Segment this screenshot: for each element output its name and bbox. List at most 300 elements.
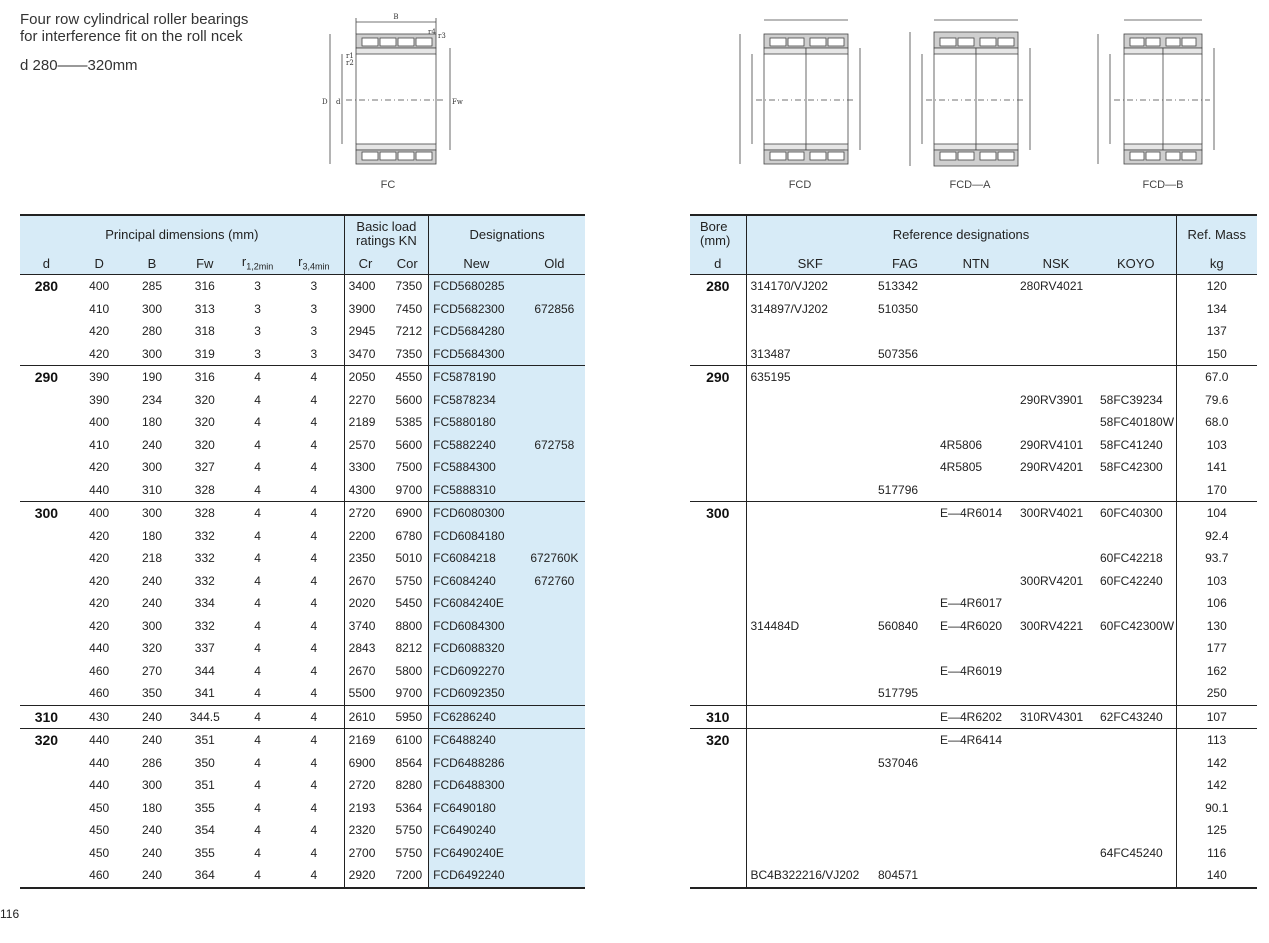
cell-fw: 354 — [194, 823, 215, 838]
cell-outer-d: 420 — [89, 618, 110, 633]
cell-koyo — [1096, 660, 1176, 683]
cell-old: 672760 — [524, 570, 585, 593]
cell-fw: 320 — [194, 392, 215, 407]
header-principal-dimensions: Principal dimensions (mm) — [20, 215, 344, 252]
table-row — [20, 298, 585, 321]
cell-cr: 2843 — [344, 637, 386, 660]
cell-kg: 79.6 — [1176, 389, 1257, 412]
cell-kg: 90.1 — [1176, 797, 1257, 820]
cell-fw: 318 — [194, 324, 215, 339]
cell-r34: 4 — [310, 618, 318, 633]
cell-new: FC5888310 — [429, 479, 524, 502]
header-r34: $r_{3,4min}$ — [284, 252, 344, 275]
cell-fw: 316 — [178, 275, 231, 298]
cell-outer-d: 400 — [73, 275, 126, 298]
cell-koyo: 58FC42300 — [1100, 460, 1163, 475]
cell-r12: 4 — [231, 366, 284, 389]
cell-nsk — [1016, 682, 1096, 705]
cell-bore-d — [690, 615, 746, 638]
cell-b: 240 — [141, 573, 162, 588]
cell-old — [524, 729, 585, 752]
cell-b: 300 — [141, 301, 162, 316]
cell-nsk — [1016, 547, 1096, 570]
cell-d — [20, 479, 73, 502]
cell-fag — [874, 842, 936, 865]
cell-kg: 137 — [1176, 320, 1257, 343]
cell-nsk — [1016, 660, 1096, 683]
cell-r34: 4 — [310, 663, 318, 678]
cell-bore-d: 280 — [690, 275, 746, 298]
header-ntn: NTN — [936, 252, 1016, 275]
cell-new: FCD5680285 — [429, 275, 524, 298]
cell-d — [20, 864, 73, 888]
cell-koyo: 62FC43240 — [1096, 705, 1176, 729]
cell-fw: 355 — [194, 845, 215, 860]
cell-kg: 130 — [1176, 615, 1257, 638]
diameter-range: d 280——320mm — [20, 57, 138, 74]
cell-kg: 250 — [1176, 682, 1257, 705]
cell-old — [524, 366, 585, 389]
cell-kg: 113 — [1176, 729, 1257, 752]
fc-mark-r4: r4 — [428, 28, 436, 36]
table-row — [20, 320, 585, 343]
cell-kg: 140 — [1176, 864, 1257, 888]
table-row — [690, 434, 1257, 457]
cell-cor: 5600 — [395, 437, 423, 452]
cell-outer-d: 390 — [89, 392, 110, 407]
cell-cr: 2610 — [344, 705, 386, 729]
cell-d — [20, 525, 73, 548]
cell-r12: 4 — [254, 778, 261, 793]
table-row — [20, 434, 585, 457]
cell-new: FC6286240 — [429, 705, 524, 729]
cell-fag: 560840 — [878, 618, 919, 633]
table-row — [20, 525, 585, 548]
cell-nsk — [1016, 774, 1096, 797]
cell-kg: 92.4 — [1176, 525, 1257, 548]
cell-r12: 4 — [254, 641, 261, 656]
cell-ntn: E—4R6202 — [936, 705, 1016, 729]
cell-kg: 104 — [1176, 502, 1257, 525]
cell-fw: 351 — [194, 778, 215, 793]
principal-dimensions-table — [20, 214, 585, 889]
table-row — [20, 705, 585, 729]
cell-skf — [746, 682, 874, 705]
table-row — [690, 637, 1257, 660]
cell-d — [20, 682, 73, 705]
cell-cr: 2670 — [344, 570, 386, 593]
cell-fw: 320 — [194, 437, 215, 452]
table-row — [690, 389, 1257, 412]
cell-fag — [874, 525, 936, 548]
cell-fag — [874, 366, 936, 389]
cell-d — [20, 842, 73, 865]
cell-fw: 344 — [194, 663, 215, 678]
cell-skf — [746, 502, 874, 525]
table-row — [690, 797, 1257, 820]
cell-r34: 4 — [310, 845, 318, 860]
cell-old — [524, 682, 585, 705]
table-row — [20, 637, 585, 660]
cell-koyo — [1096, 752, 1176, 775]
table-row — [690, 456, 1257, 479]
cell-b: 310 — [141, 482, 162, 497]
cell-ntn — [936, 864, 1016, 888]
cell-outer-d: 400 — [89, 415, 110, 430]
cell-new: FC6084218 — [429, 547, 524, 570]
table-row — [20, 343, 585, 366]
cell-koyo — [1096, 729, 1176, 752]
cell-skf — [746, 819, 874, 842]
table-row — [20, 842, 585, 865]
cell-cor: 4550 — [386, 366, 428, 389]
cell-r12: 4 — [231, 864, 284, 888]
cell-r34: 4 — [310, 415, 318, 430]
cell-r12: 4 — [254, 823, 261, 838]
cell-outer-d: 430 — [73, 705, 126, 729]
cell-bore-d — [690, 774, 746, 797]
cell-nsk — [1016, 729, 1096, 752]
cell-skf: 313487 — [746, 343, 874, 366]
cell-cr: 2320 — [344, 819, 386, 842]
cell-kg: 125 — [1176, 819, 1257, 842]
cell-b: 240 — [141, 437, 162, 452]
cell-koyo — [1096, 819, 1176, 842]
cell-ntn: E—4R6414 — [936, 729, 1016, 752]
cell-ntn — [936, 525, 1016, 548]
cell-skf — [746, 729, 874, 752]
cell-bore-d — [690, 797, 746, 820]
cell-fag — [874, 456, 936, 479]
cell-old — [524, 797, 585, 820]
cell-skf — [746, 592, 874, 615]
cell-ntn — [936, 797, 1016, 820]
cell-fag: 517795 — [878, 686, 919, 701]
cell-outer-d: 420 — [89, 346, 110, 361]
cell-skf — [746, 637, 874, 660]
fc-mark-r2: r2 — [346, 59, 354, 67]
cell-cr: 2920 — [344, 864, 386, 888]
cell-old — [524, 456, 585, 479]
table-row — [690, 842, 1257, 865]
cell-fw: 316 — [178, 366, 231, 389]
header-reference-designations: Reference designations — [746, 215, 1176, 252]
cell-old: 672856 — [524, 298, 585, 321]
cell-r34: 4 — [310, 528, 318, 543]
cell-bore-d — [690, 343, 746, 366]
cell-outer-d: 450 — [89, 800, 110, 815]
table-row — [690, 660, 1257, 683]
cell-r34: 4 — [310, 392, 318, 407]
fc-mark-r1: r1 — [346, 52, 354, 60]
cell-cr: 6900 — [344, 752, 386, 775]
cell-r12: 4 — [254, 663, 261, 678]
cell-fw: 328 — [178, 502, 231, 525]
cell-outer-d: 440 — [73, 729, 126, 752]
cell-r34: 3 — [310, 301, 318, 316]
cell-ntn — [936, 752, 1016, 775]
cell-r34: 4 — [310, 460, 318, 475]
cell-koyo: 60FC42240 — [1100, 573, 1163, 588]
cell-outer-d: 410 — [89, 301, 110, 316]
cell-fag: 517796 — [878, 482, 919, 497]
cell-nsk: 280RV4021 — [1016, 275, 1096, 298]
table-row — [690, 502, 1257, 525]
cell-cor: 5800 — [395, 663, 423, 678]
diagram-label-fc: FC — [380, 179, 396, 191]
header-fw: Fw — [178, 252, 231, 275]
header-new: New — [429, 252, 524, 275]
cell-d — [20, 615, 73, 638]
table-row — [690, 525, 1257, 548]
cell-fw: 364 — [178, 864, 231, 888]
header-bore-d: d — [690, 252, 746, 275]
cell-skf: 314484D — [746, 615, 874, 638]
cell-cr: 3740 — [344, 615, 386, 638]
cell-fw: 350 — [194, 755, 215, 770]
cell-nsk — [1016, 320, 1096, 343]
cell-r12: 4 — [231, 729, 284, 752]
table-row — [20, 456, 585, 479]
cell-fag: 537046 — [878, 755, 919, 770]
cell-r34: 4 — [310, 573, 318, 588]
cell-cor: 5364 — [395, 800, 423, 815]
table-row — [20, 864, 585, 888]
cell-cr: 2020 — [344, 592, 386, 615]
cell-skf: BC4B322216/VJ202 — [746, 864, 874, 888]
cell-nsk — [1016, 752, 1096, 775]
cell-nsk — [1016, 637, 1096, 660]
cell-kg: 67.0 — [1176, 366, 1257, 389]
cell-kg: 170 — [1176, 479, 1257, 502]
cell-koyo — [1096, 366, 1176, 389]
cell-fag — [874, 502, 936, 525]
cell-bore-d — [690, 547, 746, 570]
table-row — [20, 660, 585, 683]
cell-ntn — [936, 366, 1016, 389]
cell-old — [524, 411, 585, 434]
cell-kg: 150 — [1176, 343, 1257, 366]
cell-cr: 2670 — [344, 660, 386, 683]
cell-nsk: 310RV4301 — [1016, 705, 1096, 729]
table-row — [20, 389, 585, 412]
table-row — [690, 366, 1257, 389]
header-cor: Cor — [386, 252, 428, 275]
cell-nsk: 290RV4201 — [1020, 460, 1084, 475]
cell-r12: 4 — [254, 551, 261, 566]
cell-old — [524, 275, 585, 298]
header-cr: Cr — [344, 252, 386, 275]
cell-ntn — [936, 298, 1016, 321]
fc-mark-r3: r3 — [438, 32, 446, 40]
cell-outer-d: 460 — [89, 686, 110, 701]
cell-ntn — [936, 570, 1016, 593]
cell-r34: 4 — [310, 437, 318, 452]
table-row — [20, 366, 585, 389]
cell-fag — [874, 819, 936, 842]
table-row — [690, 592, 1257, 615]
cell-skf — [746, 752, 874, 775]
cell-new: FCD6088320 — [429, 637, 524, 660]
cell-b: 280 — [141, 324, 162, 339]
cell-d — [20, 592, 73, 615]
table-row — [20, 774, 585, 797]
cell-cr: 5500 — [344, 682, 386, 705]
cell-old — [524, 752, 585, 775]
table-row — [690, 479, 1257, 502]
cell-outer-d: 450 — [89, 845, 110, 860]
cell-bore-d — [690, 411, 746, 434]
cell-bore-d — [690, 298, 746, 321]
cell-b: 300 — [141, 460, 162, 475]
cell-kg: 134 — [1176, 298, 1257, 321]
cell-outer-d: 440 — [89, 778, 110, 793]
cell-cor: 8212 — [395, 641, 423, 656]
table-row — [20, 615, 585, 638]
cell-nsk: 300RV4221 — [1020, 618, 1084, 633]
table-row — [20, 570, 585, 593]
cell-koyo — [1096, 864, 1176, 888]
fcd-bearing-drawing — [728, 8, 878, 194]
cell-old — [524, 343, 585, 366]
cell-nsk — [1016, 819, 1096, 842]
cell-outer-d: 450 — [89, 823, 110, 838]
cell-ntn — [936, 411, 1016, 434]
table-row — [690, 570, 1257, 593]
cell-cr: 2700 — [344, 842, 386, 865]
cell-old — [524, 525, 585, 548]
cell-b: 190 — [126, 366, 179, 389]
cell-cor: 8564 — [395, 755, 423, 770]
cell-ntn — [936, 819, 1016, 842]
cell-old — [524, 842, 585, 865]
cell-cor: 6780 — [395, 528, 423, 543]
cell-skf: 635195 — [746, 366, 874, 389]
cell-koyo — [1096, 479, 1176, 502]
fc-mark-d-inner: d — [336, 98, 341, 106]
cell-skf — [746, 456, 874, 479]
cell-outer-d: 440 — [89, 641, 110, 656]
cell-new: FCD6084180 — [429, 525, 524, 548]
cell-kg: 103 — [1176, 434, 1257, 457]
cell-fw: 320 — [194, 415, 215, 430]
cell-fw: 313 — [194, 301, 215, 316]
table-row — [20, 797, 585, 820]
cell-fag — [874, 547, 936, 570]
fcd-a-bearing-drawing — [898, 8, 1048, 194]
cell-d: 300 — [20, 502, 73, 525]
cell-old — [524, 592, 585, 615]
cell-fw: 351 — [178, 729, 231, 752]
cell-fw: 344.5 — [178, 705, 231, 729]
table-row — [690, 864, 1257, 888]
diagram-label-fcd: FCD — [788, 179, 812, 191]
cell-r34: 3 — [310, 346, 318, 361]
cell-b: 180 — [141, 415, 162, 430]
cell-old — [524, 774, 585, 797]
cell-fag: 804571 — [874, 864, 936, 888]
cell-b: 240 — [126, 729, 179, 752]
cell-skf — [746, 660, 874, 683]
cell-cr: 2193 — [344, 797, 386, 820]
cell-r34: 4 — [310, 755, 318, 770]
cell-new: FC5884300 — [429, 456, 524, 479]
cell-cr: 2720 — [344, 502, 386, 525]
cell-koyo — [1096, 797, 1176, 820]
cell-r34: 4 — [310, 800, 318, 815]
cell-cor: 7350 — [395, 346, 423, 361]
table-row — [20, 729, 585, 752]
cell-r12: 4 — [254, 618, 261, 633]
cell-r12: 4 — [254, 528, 261, 543]
table-row — [690, 729, 1257, 752]
cell-r12: 3 — [254, 301, 261, 316]
cell-r34: 4 — [284, 502, 344, 525]
cell-cor: 7450 — [395, 301, 423, 316]
cell-fag — [874, 637, 936, 660]
cell-d: 310 — [20, 705, 73, 729]
cell-cr: 2720 — [344, 774, 386, 797]
cell-r12: 4 — [254, 755, 261, 770]
cell-bore-d: 310 — [690, 705, 746, 729]
cell-r34: 3 — [284, 275, 344, 298]
cell-new: FC6490240E — [429, 842, 524, 865]
cell-fag: 507356 — [878, 346, 919, 361]
cell-d — [20, 547, 73, 570]
cell-bore-d — [690, 525, 746, 548]
cell-r12: 4 — [254, 392, 261, 407]
cell-b: 285 — [126, 275, 179, 298]
cell-nsk — [1016, 366, 1096, 389]
table-row — [20, 547, 585, 570]
cell-kg: 162 — [1176, 660, 1257, 683]
cell-koyo — [1096, 298, 1176, 321]
header-r12: $r_{1,2min}$ — [231, 252, 284, 275]
cell-koyo: 58FC41240 — [1100, 437, 1163, 452]
cell-b: 234 — [141, 392, 162, 407]
cell-r12: 3 — [231, 275, 284, 298]
fc-bearing-drawing — [316, 8, 466, 194]
cell-d — [20, 774, 73, 797]
cell-old — [524, 660, 585, 683]
header-fag: FAG — [874, 252, 936, 275]
cell-d — [20, 298, 73, 321]
cell-kg: 142 — [1176, 752, 1257, 775]
cell-cor: 5750 — [395, 573, 423, 588]
cell-ntn: E—4R6019 — [940, 663, 1003, 678]
cell-skf: 314170/VJ202 — [746, 275, 874, 298]
cell-kg: 93.7 — [1176, 547, 1257, 570]
cell-d — [20, 320, 73, 343]
diagram-fcd — [728, 8, 878, 194]
cell-bore-d: 300 — [690, 502, 746, 525]
cell-outer-d: 440 — [89, 482, 110, 497]
cell-ntn — [936, 774, 1016, 797]
cell-new: FCD5684280 — [429, 320, 524, 343]
diagram-fcd-a — [898, 8, 1048, 194]
cell-nsk — [1016, 479, 1096, 502]
cell-ntn: E—4R6014 — [936, 502, 1016, 525]
cell-new: FC6488240 — [429, 729, 524, 752]
title-line-2: for interference fit on the roll ncek — [20, 28, 243, 45]
cell-old — [524, 479, 585, 502]
cell-d — [20, 819, 73, 842]
cell-nsk — [1016, 797, 1096, 820]
table-row — [20, 819, 585, 842]
cell-kg: 120 — [1176, 275, 1257, 298]
header-koyo: KOYO — [1096, 252, 1176, 275]
cell-fag — [874, 729, 936, 752]
